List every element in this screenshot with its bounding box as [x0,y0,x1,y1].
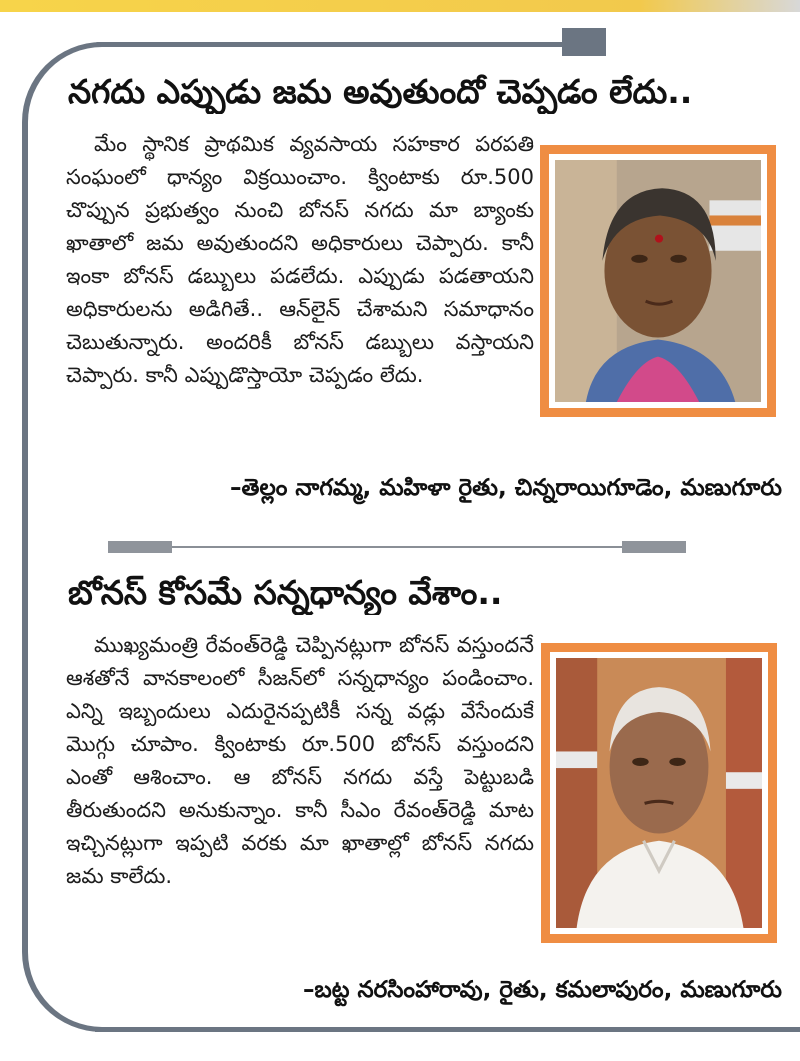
section-1-attribution: –తెల్లం నాగమ్మ, మహిళా రైతు, చిన్నరాయిగూడెం, మణుగూరు [230,475,782,501]
section-divider [108,539,686,555]
woman-farmer-photo [555,160,761,402]
man-farmer-portrait-icon [556,658,762,928]
frame-border-top [95,42,565,47]
section-2-body: ముఖ్యమంత్రి రేవంత్‌రెడ్డి చెప్పినట్లుగా బోనస్ వస్తుందనే ఆశతోనే వానకాలంలో సీజన్‌లో సన్నధాన్యం పండించాం. ఎన్ని ఇబ్బందులు ఎదురైనప్పటికీ సన్న వడ్లు వేసేందుకే మొగ్గు చూపాం. క్వింటాకు రూ.500 బోనస్ వస్తుందని ఎంతో ఆశించాం. ఆ బోనస్ నగదు వస్తే పెట్టుబడి తీరుతుందని అనుకున్నాం. కానీ సీఎం రేవంత్‌రెడ్డి మాట ఇచ్చినట్లుగా ఇప్పటి వరకు మా ఖాతాల్లో బోనస్ నగదు జమ కాలేదు. [66,633,534,888]
woman-farmer-portrait-icon [555,160,761,402]
divider-block-right [622,541,686,553]
section-2-attribution: –బట్ట నరసింహారావు, రైతు, కమలాపురం, మణుగూరు [302,977,782,1003]
man-farmer-photo [556,658,762,928]
frame-border-bottom [95,1027,800,1032]
section-1-body: మేం స్థానిక ప్రాథమిక వ్యవసాయ సహకార పరపతి సంఘంలో ధాన్యం విక్రయించాం. క్వింటాకు రూ.500 చొప్పున ప్రభుత్వం నుంచి బోనస్ నగదు మా బ్యాంకు ఖాతాలో జమ అవుతుందని అధికారులు చెప్పారు. కానీ ఇంకా బోనస్ డబ్బులు పడలేదు. ఎప్పుడు పడతాయని అధికారులను అడిగితే.. ఆన్‌లైన్ చేశామని సమాధానం చెబుతున్నారు. అందరికీ బోనస్ డబ్బులు వస్తాయని చెప్పారు. కానీ ఎప్పుడొస్తాయో చెప్పడం లేదు. [66,132,534,387]
divider-line [108,546,686,548]
divider-block-left [108,541,172,553]
section-2-headline: బోనస్ కోసమే సన్నధాన్యం వేశాం.. [68,573,503,612]
section-2-photo-frame [541,643,777,943]
section-1-photo-frame [540,145,776,417]
top-color-strip [0,0,800,12]
frame-corner-block [562,28,606,56]
section-1-headline: నగదు ఎప్పుడు జమ అవుతుందో చెప్పడం లేదు.. [68,72,693,111]
